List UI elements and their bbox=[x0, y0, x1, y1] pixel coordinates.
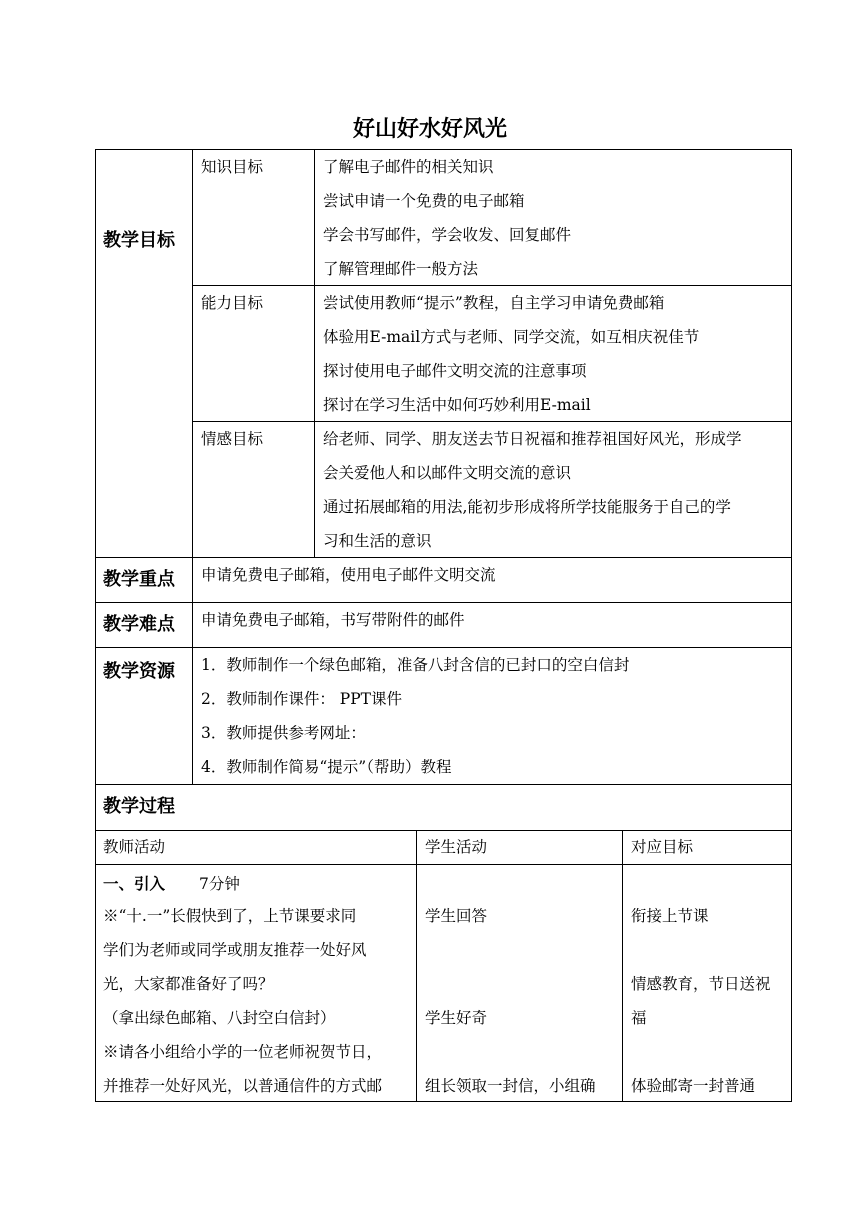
teacher-line: 学们为老师或同学或朋友推荐一处好风 bbox=[103, 941, 367, 959]
border-line bbox=[416, 830, 417, 1102]
border-line bbox=[314, 149, 315, 557]
border-line bbox=[95, 784, 792, 785]
teacher-line: 并推荐一处好风光，以普通信件的方式邮 bbox=[103, 1077, 383, 1095]
emotion-line: 给老师、同学、朋友送去节日祝福和推荐祖国好风光，形成学 bbox=[323, 430, 742, 448]
emotion-line: 习和生活的意识 bbox=[323, 532, 432, 550]
emotion-line: 通过拓展邮箱的用法,能初步形成将所学技能服务于自己的学 bbox=[323, 498, 731, 516]
resources-label: 教学资源 bbox=[103, 661, 175, 682]
border-line bbox=[192, 149, 193, 784]
teacher-activity-header: 教师活动 bbox=[103, 838, 166, 856]
border-line bbox=[95, 864, 792, 865]
teacher-line: ※请各小组给小学的一位老师祝贺节日， bbox=[103, 1043, 383, 1061]
difficulties-label: 教学难点 bbox=[103, 614, 175, 635]
lesson-plan-table bbox=[95, 149, 792, 1102]
teacher-line: （拿出绿色邮箱、八封空白信封） bbox=[103, 1009, 336, 1027]
section-title: 一、引入 bbox=[103, 875, 166, 893]
student-line: 学生好奇 bbox=[425, 1009, 488, 1027]
knowledge-line: 尝试申请一个免费的电子邮箱 bbox=[323, 192, 525, 210]
ability-line: 探讨使用电子邮件文明交流的注意事项 bbox=[323, 362, 587, 380]
process-label: 教学过程 bbox=[103, 796, 175, 817]
document-title: 好山好水好风光 bbox=[352, 117, 507, 142]
goal-line: 衔接上节课 bbox=[631, 907, 709, 925]
knowledge-line: 了解电子邮件的相关知识 bbox=[323, 158, 494, 176]
border-line bbox=[791, 149, 792, 1102]
section-time: 7分钟 bbox=[199, 875, 240, 893]
goal-header: 对应目标 bbox=[631, 838, 694, 856]
resource-item: 3．教师提供参考网址： bbox=[201, 724, 366, 742]
goal-line: 体验邮寄一封普通 bbox=[631, 1077, 756, 1095]
emotion-line: 会关爱他人和以邮件文明交流的意识 bbox=[323, 464, 572, 482]
knowledge-line: 了解管理邮件一般方法 bbox=[323, 260, 479, 278]
goal-line: 情感教育，节日送祝 bbox=[631, 975, 771, 993]
difficulties-text: 申请免费电子邮箱，书写带附件的邮件 bbox=[201, 611, 465, 629]
goal-line: 福 bbox=[631, 1009, 647, 1027]
teacher-line: ※“十.一”长假快到了，上节课要求同 bbox=[103, 907, 357, 925]
ability-line: 尝试使用教师“提示”教程，自主学习申请免费邮箱 bbox=[323, 294, 665, 312]
student-activity-header: 学生活动 bbox=[425, 838, 488, 856]
ability-label: 能力目标 bbox=[201, 294, 264, 312]
resource-item: 4．教师制作简易“提示”（帮助）教程 bbox=[201, 758, 452, 776]
ability-line: 探讨在学习生活中如何巧妙利用E-mail bbox=[323, 396, 591, 414]
border-line bbox=[622, 830, 623, 1102]
resource-item: 2．教师制作课件： PPT课件 bbox=[201, 690, 402, 708]
knowledge-label: 知识目标 bbox=[201, 158, 264, 176]
emotion-label: 情感目标 bbox=[201, 430, 264, 448]
border-line bbox=[95, 149, 96, 1102]
student-line: 组长领取一封信，小组确 bbox=[425, 1077, 596, 1095]
key-points-text: 申请免费电子邮箱，使用电子邮件文明交流 bbox=[201, 566, 496, 584]
key-points-label: 教学重点 bbox=[103, 569, 175, 590]
ability-line: 体验用E-mail方式与老师、同学交流，如互相庆祝佳节 bbox=[323, 328, 700, 346]
student-line: 学生回答 bbox=[425, 907, 488, 925]
objectives-label: 教学目标 bbox=[103, 230, 175, 251]
teacher-line: 光，大家都准备好了吗？ bbox=[103, 975, 274, 993]
knowledge-line: 学会书写邮件，学会收发、回复邮件 bbox=[323, 226, 572, 244]
resource-item: 1．教师制作一个绿色邮箱，准备八封含信的已封口的空白信封 bbox=[201, 656, 630, 674]
